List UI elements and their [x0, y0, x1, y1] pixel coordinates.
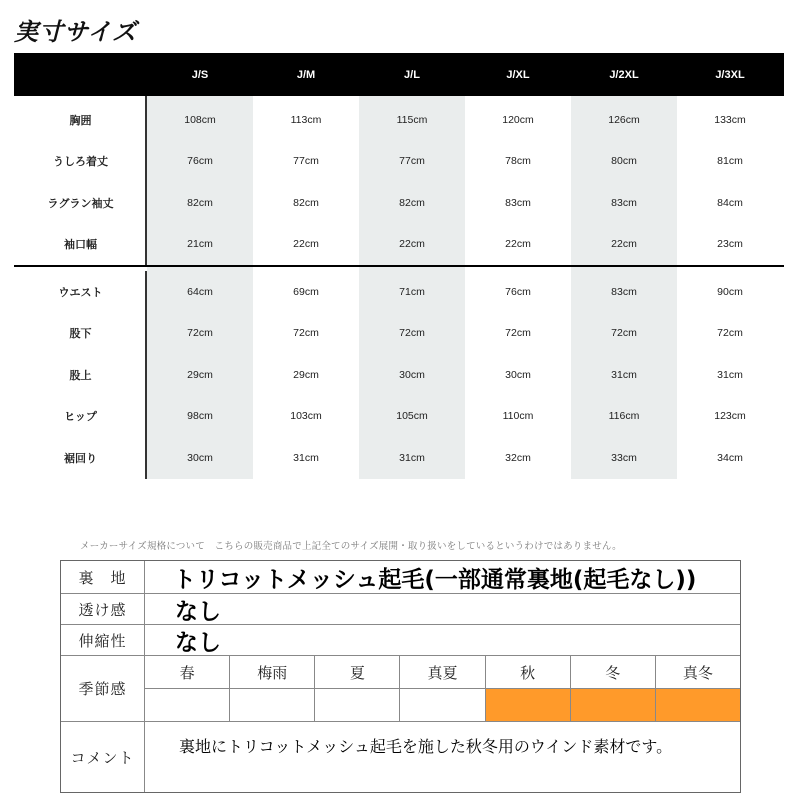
measurement-value: 30cm: [505, 368, 531, 381]
season-mark-inactive: [145, 689, 230, 721]
spec-row-sheer: [61, 594, 740, 625]
measurement-value: 23cm: [717, 238, 743, 251]
measurement-label: 股下: [69, 327, 92, 341]
measurement-value: 71cm: [399, 285, 425, 298]
measurement-value: 77cm: [293, 155, 319, 168]
measurement-value: 126cm: [608, 113, 640, 126]
page-title: 実寸サイズ: [14, 18, 138, 46]
label-divider: [145, 271, 147, 479]
size-col-head: J/S: [191, 68, 209, 81]
measurement-value: 72cm: [505, 327, 531, 340]
measurement-value: 77cm: [399, 155, 425, 168]
measurement-value: 72cm: [293, 327, 319, 340]
size-column: [571, 96, 677, 265]
measurement-value: 30cm: [187, 451, 213, 464]
size-column: [253, 96, 359, 265]
measurement-value: 30cm: [399, 368, 425, 381]
measurement-value: 22cm: [611, 238, 637, 251]
measurement-value: 72cm: [399, 327, 425, 340]
label-divider: [145, 96, 147, 265]
size-note: メーカーサイズ規格について こちらの販売商品で上記全てのサイズ展開・取り扱いをしているというわけではありません。: [80, 541, 622, 552]
spec-row-comment: [61, 722, 740, 792]
season-mark-inactive: [400, 689, 485, 721]
size-table: [14, 53, 784, 479]
season-marks-row: [145, 689, 740, 721]
measurement-value: 31cm: [293, 451, 319, 464]
measurement-value: 31cm: [717, 368, 743, 381]
measurement-value: 21cm: [187, 238, 213, 251]
size-col-head: J/3XL: [715, 68, 745, 81]
measurement-value: 83cm: [505, 196, 531, 209]
measurement-label: 裾回り: [64, 451, 97, 465]
spec-table: [60, 560, 741, 793]
size-col-head: J/2XL: [609, 68, 639, 81]
measurement-labels: [14, 96, 147, 265]
size-column: [253, 267, 359, 479]
measurement-value: 29cm: [293, 368, 319, 381]
measurement-value: 78cm: [505, 155, 531, 168]
measurement-label: ラグラン袖丈: [47, 196, 114, 210]
season-mark-active: [486, 689, 571, 721]
size-column: [571, 267, 677, 479]
season-mark-inactive: [230, 689, 315, 721]
measurement-value: 76cm: [187, 155, 213, 168]
measurement-value: 108cm: [184, 113, 216, 126]
measurement-value: 82cm: [187, 196, 213, 209]
season-mark-inactive: [315, 689, 400, 721]
spec-row-stretch: [61, 625, 740, 656]
measurement-value: 72cm: [187, 327, 213, 340]
measurement-label: 袖口幅: [64, 238, 97, 252]
size-col-head: J/XL: [506, 68, 530, 81]
season-name: 秋: [486, 656, 571, 688]
season-label: 季節感: [61, 656, 145, 721]
measurement-value: 81cm: [717, 155, 743, 168]
sheer-label: 透け感: [61, 594, 145, 624]
measurement-value: 110cm: [502, 410, 534, 423]
sheer-value: なし: [175, 598, 221, 625]
measurement-value: 105cm: [396, 410, 428, 423]
measurement-value: 123cm: [714, 410, 746, 423]
measurement-value: 120cm: [502, 113, 534, 126]
measurement-value: 90cm: [717, 285, 743, 298]
season-name: 真冬: [682, 663, 713, 682]
measurement-label: ヒップ: [64, 410, 97, 424]
size-column: [465, 96, 571, 265]
size-column: [359, 96, 465, 265]
size-column: [677, 96, 783, 265]
size-col-head: J/M: [296, 68, 316, 81]
size-column: [147, 96, 253, 265]
lining-label: 裏 地: [61, 561, 145, 593]
measurement-value: 82cm: [293, 196, 319, 209]
lining-value: トリコットメッシュ起毛(一部通常裏地(起毛なし)): [173, 566, 697, 593]
season-names-row: [145, 656, 740, 689]
measurement-value: 69cm: [293, 285, 319, 298]
measurement-value: 31cm: [611, 368, 637, 381]
measurement-value: 34cm: [717, 451, 743, 464]
size-column: [465, 267, 571, 479]
season-name: 冬: [571, 656, 656, 688]
measurement-value: 33cm: [611, 451, 637, 464]
measurement-value: 72cm: [611, 327, 637, 340]
season-name: 春: [145, 656, 230, 688]
measurement-value: 22cm: [505, 238, 531, 251]
measurement-value: 103cm: [290, 410, 322, 423]
measurement-value: 32cm: [505, 451, 531, 464]
spec-row-season: [61, 656, 740, 722]
top-measurements: [14, 96, 784, 265]
measurement-value: 29cm: [187, 368, 213, 381]
size-column: [359, 267, 465, 479]
measurement-value: 84cm: [717, 196, 743, 209]
measurement-label: うしろ着丈: [53, 155, 108, 169]
measurement-value: 115cm: [396, 113, 428, 126]
size-header-row: [14, 53, 784, 96]
comment-value: 裏地にトリコットメッシュ起毛を施した秋冬用のウインド素材です。: [179, 737, 673, 756]
spec-row-lining: [61, 561, 740, 594]
season-name: 真夏: [400, 656, 485, 688]
comment-label: コメント: [61, 722, 145, 792]
bottom-measurements: [14, 267, 784, 479]
measurement-labels: [14, 267, 147, 479]
measurement-label: ウエスト: [58, 285, 103, 299]
season-name: 梅雨: [230, 656, 315, 688]
measurement-value: 64cm: [187, 285, 213, 298]
measurement-value: 113cm: [290, 113, 322, 126]
measurement-value: 133cm: [714, 113, 746, 126]
size-column: [147, 267, 253, 479]
season-mark-active: [656, 689, 740, 721]
measurement-value: 22cm: [293, 238, 319, 251]
stretch-value: なし: [175, 629, 221, 656]
measurement-value: 82cm: [399, 196, 425, 209]
season-mark-active: [571, 689, 656, 721]
measurement-value: 31cm: [399, 451, 425, 464]
measurement-value: 80cm: [611, 155, 637, 168]
season-name: 夏: [315, 656, 400, 688]
measurement-value: 116cm: [608, 410, 640, 423]
size-col-head: J/L: [404, 68, 420, 81]
measurement-value: 72cm: [717, 327, 743, 340]
stretch-label: 伸縮性: [61, 625, 145, 655]
season-grid: [145, 656, 740, 721]
measurement-label: 股上: [69, 368, 92, 382]
measurement-value: 22cm: [399, 238, 425, 251]
measurement-value: 76cm: [505, 285, 531, 298]
measurement-value: 83cm: [611, 285, 637, 298]
measurement-value: 98cm: [187, 410, 213, 423]
measurement-value: 83cm: [611, 196, 637, 209]
size-column: [677, 267, 783, 479]
measurement-label: 胸囲: [69, 113, 92, 127]
